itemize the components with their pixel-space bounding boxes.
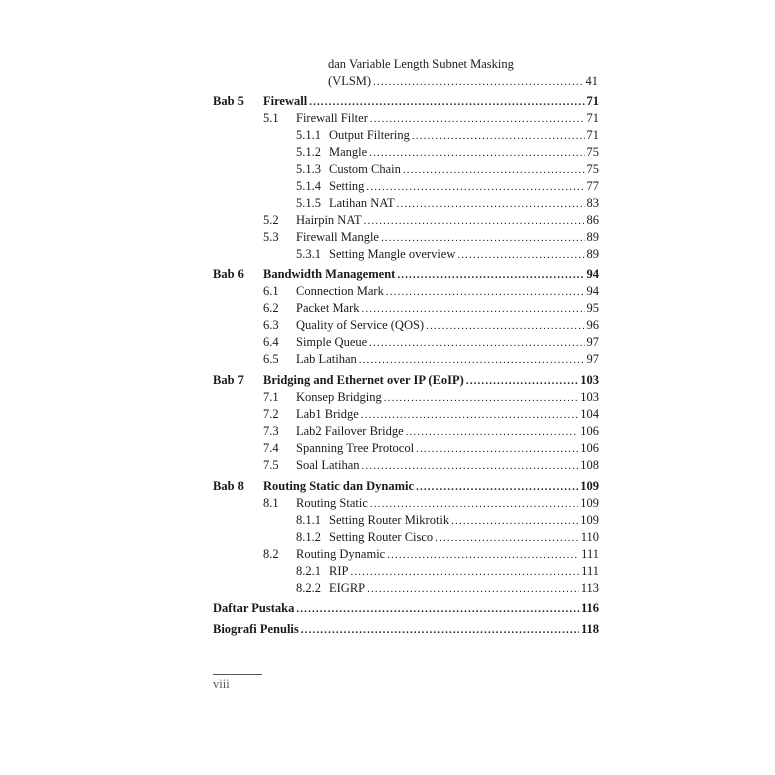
toc-entry-number: 8.2 — [263, 547, 279, 561]
toc-entry — [296, 580, 599, 597]
toc-entry-number: 7.4 — [263, 441, 279, 455]
dot-leader — [362, 300, 585, 318]
toc-entry-page: 89 — [586, 247, 599, 261]
toc-entry-page: 71 — [586, 128, 599, 142]
toc-entry-page: 106 — [580, 424, 599, 438]
toc-entry-number: 7.1 — [263, 390, 279, 404]
toc-entry-page: 94 — [586, 267, 599, 281]
toc-entry-number: 7.5 — [263, 458, 279, 472]
toc-entry-number: 8.2.2 — [296, 581, 321, 595]
dot-leader — [397, 195, 585, 213]
toc-entry-number: 5.1.1 — [296, 128, 321, 142]
dot-leader — [384, 389, 578, 407]
toc-entry-page: 109 — [580, 479, 599, 493]
toc-entry-number: Bab 8 — [213, 479, 244, 493]
toc-entry-page: 109 — [580, 496, 599, 510]
dot-leader — [406, 423, 579, 441]
toc-entry — [213, 93, 599, 110]
dot-leader — [386, 283, 585, 301]
dot-leader — [373, 73, 583, 91]
dot-leader — [370, 110, 585, 128]
toc-entry — [263, 457, 599, 474]
toc-entry — [263, 110, 599, 127]
toc-entry-number: 5.3.1 — [296, 247, 321, 261]
footer-page-number: viii — [213, 677, 230, 691]
toc-entry — [263, 212, 599, 229]
toc-entry — [296, 529, 599, 546]
toc-entry-page: 111 — [581, 564, 599, 578]
toc-entry — [213, 266, 599, 283]
dot-leader — [451, 512, 578, 530]
toc-entry — [296, 563, 599, 580]
toc-entry-page: 106 — [580, 441, 599, 455]
toc-entry — [263, 283, 599, 300]
dot-leader — [370, 495, 578, 513]
toc-entry-number: 7.2 — [263, 407, 279, 421]
toc-entry-page: 103 — [580, 373, 599, 387]
dot-leader — [369, 334, 584, 352]
dot-leader — [381, 229, 585, 247]
toc-entry — [213, 478, 599, 495]
toc-entry-title: RIP — [329, 564, 349, 578]
toc-entry — [263, 423, 599, 440]
dot-leader — [359, 351, 585, 369]
toc-entry — [296, 178, 599, 195]
dot-leader — [416, 440, 578, 458]
toc-entry-page: 111 — [581, 547, 599, 561]
dot-leader — [367, 580, 579, 598]
dot-leader — [350, 563, 579, 581]
continuation-line-2: (VLSM) — [328, 74, 372, 88]
toc-entry — [263, 351, 599, 368]
toc-entry-number: Bab 7 — [213, 373, 244, 387]
toc-entry-page: 96 — [586, 318, 599, 332]
toc-entry-title: Routing Dynamic — [296, 547, 386, 561]
toc-entry-page: 116 — [580, 601, 599, 615]
toc-entry — [296, 127, 599, 144]
toc-entry — [296, 161, 599, 178]
toc-entry-title: Hairpin NAT — [296, 213, 362, 227]
dot-leader — [301, 621, 579, 639]
toc-entry — [296, 246, 599, 263]
toc-entry-title: Bridging and Ethernet over IP (EoIP) — [263, 373, 464, 387]
toc-entry — [213, 372, 599, 389]
toc-entry-number: 6.4 — [263, 335, 279, 349]
toc-entry-title: Soal Latihan — [296, 458, 360, 472]
dot-leader — [364, 212, 585, 230]
toc-entry-number: 5.1.2 — [296, 145, 321, 159]
toc-entry-number: 6.2 — [263, 301, 279, 315]
toc-entry-page: 86 — [586, 213, 599, 227]
toc-entry-page: 103 — [580, 390, 599, 404]
toc-entry-title: Setting Router Mikrotik — [329, 513, 450, 527]
toc-entry-page: 94 — [586, 284, 599, 298]
toc-entry-page: 118 — [580, 622, 599, 636]
toc-entry-title: Setting — [329, 179, 365, 193]
toc-entry-page: 95 — [586, 301, 599, 315]
toc-entry — [296, 195, 599, 212]
toc-entry-page: 83 — [586, 196, 599, 210]
toc-entry-number: 8.2.1 — [296, 564, 321, 578]
toc-entry-title: Konsep Bridging — [296, 390, 382, 404]
dot-leader — [416, 478, 578, 496]
toc-entry-number: 5.1.4 — [296, 179, 321, 193]
toc-entry-title: Simple Queue — [296, 335, 368, 349]
toc-entry-title: Connection Mark — [296, 284, 384, 298]
dot-leader — [369, 144, 584, 162]
toc-entry-number: Bab 6 — [213, 267, 244, 281]
toc-entry-title: Custom Chain — [329, 162, 401, 176]
toc-continuation-line-2 — [328, 73, 598, 90]
toc-entry — [263, 406, 599, 423]
toc-entry-page: 108 — [580, 458, 599, 472]
dot-leader — [426, 317, 584, 335]
toc-entry-page: 77 — [586, 179, 599, 193]
toc-entry-title: Output Filtering — [329, 128, 410, 142]
toc-entry-title: Biografi Penulis — [213, 622, 299, 636]
toc-entry-number: 6.1 — [263, 284, 279, 298]
toc-entry-page: 89 — [586, 230, 599, 244]
toc-entry-title: Firewall Mangle — [296, 230, 379, 244]
footer-rule — [213, 674, 262, 675]
toc-entry-number: 5.3 — [263, 230, 279, 244]
toc-entry — [296, 144, 599, 161]
toc-entry — [263, 229, 599, 246]
toc-entry-page: 110 — [580, 530, 599, 544]
toc-entry-title: Firewall — [263, 94, 308, 108]
toc-entry-title: Daftar Pustaka — [213, 601, 295, 615]
toc-entry-title: Setting Router Cisco — [329, 530, 434, 544]
toc-entry-number: 5.1 — [263, 111, 279, 125]
toc-entry-title: Routing Static dan Dynamic — [263, 479, 415, 493]
toc-entry-page: 71 — [586, 94, 599, 108]
toc-entry-title: Lab2 Failover Bridge — [296, 424, 404, 438]
toc-entry-title: EIGRP — [329, 581, 366, 595]
toc-entry-title: Quality of Service (QOS) — [296, 318, 425, 332]
toc-entry-title: Spanning Tree Protocol — [296, 441, 415, 455]
toc-entry-page: 97 — [586, 352, 599, 366]
dot-leader — [397, 266, 584, 284]
toc-entry-page: 104 — [580, 407, 599, 421]
continuation-line-1: dan Variable Length Subnet Masking — [328, 57, 514, 71]
toc-entry-number: 7.3 — [263, 424, 279, 438]
toc-entry-title: Setting Mangle overview — [329, 247, 456, 261]
toc-entry-page: 113 — [580, 581, 599, 595]
toc-entry-number: 8.1.2 — [296, 530, 321, 544]
toc-entry-number: 8.1.1 — [296, 513, 321, 527]
dot-leader — [403, 161, 585, 179]
toc-entry — [263, 334, 599, 351]
dot-leader — [362, 457, 579, 475]
toc-entry-number: 8.1 — [263, 496, 279, 510]
toc-entry-number: 5.1.5 — [296, 196, 321, 210]
toc-entry-title: Lab1 Bridge — [296, 407, 359, 421]
toc-entry-title: Mangle — [329, 145, 368, 159]
dot-leader — [309, 93, 584, 111]
toc-entry — [213, 621, 599, 638]
toc-entry-page: 97 — [586, 335, 599, 349]
toc-entry-number: 6.5 — [263, 352, 279, 366]
toc-entry-page: 75 — [586, 162, 599, 176]
dot-leader — [435, 529, 579, 547]
toc-entry-number: 5.1.3 — [296, 162, 321, 176]
dot-leader — [296, 600, 579, 618]
toc-entry — [263, 495, 599, 512]
dot-leader — [361, 406, 578, 424]
toc-entry — [263, 300, 599, 317]
dot-leader — [457, 246, 584, 264]
dot-leader — [412, 127, 585, 145]
toc-entry-title: Lab Latihan — [296, 352, 357, 366]
toc-entry-title: Routing Static — [296, 496, 368, 510]
toc-entry-page: 109 — [580, 513, 599, 527]
dot-leader — [366, 178, 584, 196]
toc-continuation — [328, 56, 514, 73]
toc-entry — [263, 389, 599, 406]
toc-entry-page: 75 — [586, 145, 599, 159]
toc-entry — [213, 600, 599, 617]
toc-entry — [263, 440, 599, 457]
toc-entry-number: 5.2 — [263, 213, 279, 227]
toc-entry-number: Bab 5 — [213, 94, 244, 108]
toc-entry — [263, 317, 599, 334]
dot-leader — [466, 372, 578, 390]
toc-entry-title: Latihan NAT — [329, 196, 395, 210]
dot-leader — [387, 546, 579, 564]
toc-entry-page: 71 — [586, 111, 599, 125]
toc-entry-title: Packet Mark — [296, 301, 360, 315]
toc-entry — [263, 546, 599, 563]
toc-entry-title: Firewall Filter — [296, 111, 368, 125]
toc-entry-title: Bandwidth Management — [263, 267, 396, 281]
toc-entry — [296, 512, 599, 529]
toc-entry-number: 6.3 — [263, 318, 279, 332]
continuation-page: 41 — [585, 74, 598, 88]
